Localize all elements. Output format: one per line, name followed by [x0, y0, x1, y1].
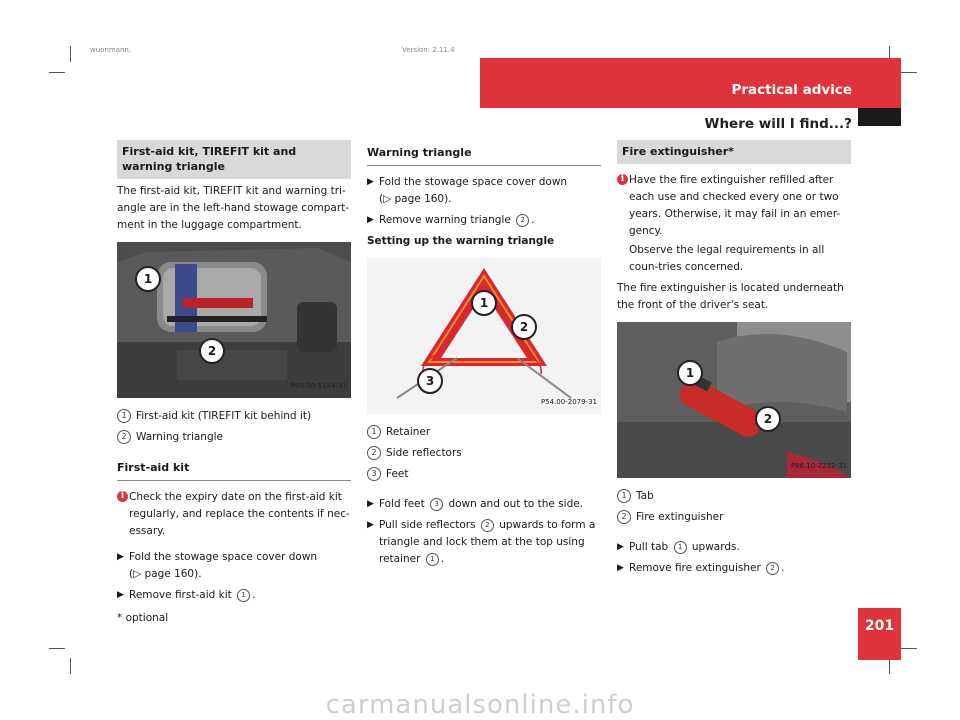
step-text: Remove warning triangle — [379, 214, 511, 226]
callout-number: 2 — [516, 214, 529, 227]
step — [117, 587, 351, 604]
step-text: Fold feet — [379, 498, 425, 510]
info-note — [617, 172, 851, 240]
legend-text: First-aid kit (TIREFIT kit behind it) — [136, 410, 312, 422]
arrow-icon: ▶ — [367, 499, 374, 509]
arrow-icon: ▶ — [117, 552, 124, 562]
photo-code: P54.00-2079-31 — [540, 398, 597, 406]
crop-mark — [49, 648, 65, 649]
step-text: . — [252, 589, 256, 601]
legend-text: Fire extinguisher — [636, 511, 724, 523]
luggage-compartment-photo — [117, 242, 351, 398]
callout-number: 1 — [367, 425, 381, 439]
header-tab — [858, 108, 901, 126]
section-heading: Fire extinguisher* — [617, 140, 851, 164]
info-text: Have the fire extinguisher refilled after each use and checked every one or two years. Otherwise, it may fail in an emer-gency. — [629, 174, 841, 237]
subsection-title: Where will I find...? — [704, 116, 852, 132]
legend-item — [617, 488, 851, 505]
column-warning-triangle — [367, 140, 601, 572]
info-icon: i — [117, 491, 128, 502]
photo-code: P68.00-5144-31 — [290, 382, 347, 390]
column-fire-extinguisher — [617, 140, 851, 581]
callout-number: 2 — [117, 430, 131, 444]
legend-text: Side reflectors — [386, 447, 462, 459]
legend-item — [367, 424, 601, 441]
crop-mark — [901, 648, 917, 649]
footnote: * optional — [117, 612, 169, 624]
arrow-icon: ▶ — [367, 215, 374, 225]
legend-item — [617, 509, 851, 526]
info-note — [117, 489, 351, 540]
page-reference[interactable]: (▷ page 160). — [379, 193, 452, 205]
paragraph: The first-aid kit, TIREFIT kit and warning tri-angle are in the left-hand stowage compart-ment in the luggage compartment. — [117, 185, 350, 231]
legend-text: Feet — [386, 468, 409, 480]
step-text: . — [531, 214, 535, 226]
subsection-heading: Setting up the warning triangle — [367, 235, 555, 247]
step — [617, 539, 851, 556]
step — [367, 212, 601, 229]
column-first-aid — [117, 140, 351, 608]
page-number: 201 — [864, 618, 895, 634]
step — [367, 517, 601, 568]
page-number-box — [858, 608, 901, 660]
callout-number: 1 — [426, 553, 439, 566]
step-text: Pull tab — [629, 541, 669, 553]
step-text: Fold the stowage space cover down — [379, 176, 568, 188]
step-text: . — [440, 553, 445, 565]
arrow-icon: ▶ — [117, 590, 124, 600]
section-title: Practical advice — [731, 82, 852, 98]
legend-text: Warning triangle — [136, 431, 223, 443]
callout-number: 3 — [367, 467, 381, 481]
arrow-icon: ▶ — [617, 542, 624, 552]
section-heading: Warning triangle — [367, 140, 601, 166]
step — [367, 496, 601, 513]
subsection-heading: First-aid kit — [117, 459, 351, 481]
step-text: Pull side reflectors — [379, 519, 476, 531]
callout-number: 2 — [481, 519, 494, 532]
info-text: Observe the legal requirements in all coun-tries concerned. — [629, 244, 825, 273]
callout-number: 2 — [367, 446, 381, 460]
callout-1: 1 — [471, 290, 497, 316]
callout-number: 1 — [617, 489, 631, 503]
section-heading: First-aid kit, TIREFIT kit and warning triangle — [117, 140, 351, 179]
step-text: . — [781, 562, 785, 574]
callout-1: 1 — [677, 360, 703, 386]
arrow-icon: ▶ — [367, 177, 374, 187]
step — [367, 174, 601, 208]
callout-number: 1 — [237, 589, 250, 602]
warning-triangle-photo — [367, 258, 601, 414]
callout-number: 2 — [766, 562, 779, 575]
callout-1: 1 — [135, 266, 161, 292]
legend-item — [117, 429, 351, 446]
crop-mark — [889, 658, 890, 674]
step-text: Fold the stowage space cover down — [129, 551, 318, 563]
print-slug-right: Version: 2.11.4 — [402, 46, 455, 54]
callout-number: 3 — [430, 498, 443, 511]
arrow-icon: ▶ — [617, 563, 624, 573]
legend-text: Retainer — [386, 426, 431, 438]
callout-3: 3 — [417, 368, 443, 394]
step-text: upwards. — [691, 541, 740, 553]
step-text: upwards to form a triangle and lock them at the top using retainer — [379, 519, 596, 565]
legend-text: Tab — [636, 490, 654, 502]
page-reference[interactable]: (▷ page 160). — [129, 568, 202, 580]
photo-code: P86.10-2232-31 — [790, 462, 847, 470]
paragraph: The fire extinguisher is located underneath the front of the driver's seat. — [617, 282, 844, 311]
legend-item — [367, 445, 601, 462]
callout-2: 2 — [511, 314, 537, 340]
fire-extinguisher-photo — [617, 322, 851, 478]
step-text: Remove first-aid kit — [129, 589, 232, 601]
crop-mark — [70, 658, 71, 674]
step — [117, 549, 351, 583]
crop-mark — [49, 72, 65, 73]
legend-item — [367, 466, 601, 483]
info-icon: i — [617, 174, 628, 185]
print-slug-left: wuonmann, — [90, 46, 132, 54]
callout-number: 1 — [674, 541, 687, 554]
callout-2: 2 — [199, 338, 225, 364]
step — [617, 560, 851, 577]
crop-mark — [901, 72, 917, 73]
step-text: down and out to the side. — [448, 498, 584, 510]
step-text: Remove fire extinguisher — [629, 562, 761, 574]
crop-mark — [70, 46, 71, 62]
callout-number: 2 — [617, 510, 631, 524]
watermark: carmanualsonline.info — [325, 690, 635, 720]
callout-number: 1 — [117, 409, 131, 423]
arrow-icon: ▶ — [367, 520, 374, 530]
info-text: Check the expiry date on the first-aid kit regularly, and replace the contents if nec-essary. — [129, 491, 350, 537]
legend-item — [117, 408, 351, 425]
info-note — [617, 242, 851, 276]
callout-2: 2 — [755, 406, 781, 432]
